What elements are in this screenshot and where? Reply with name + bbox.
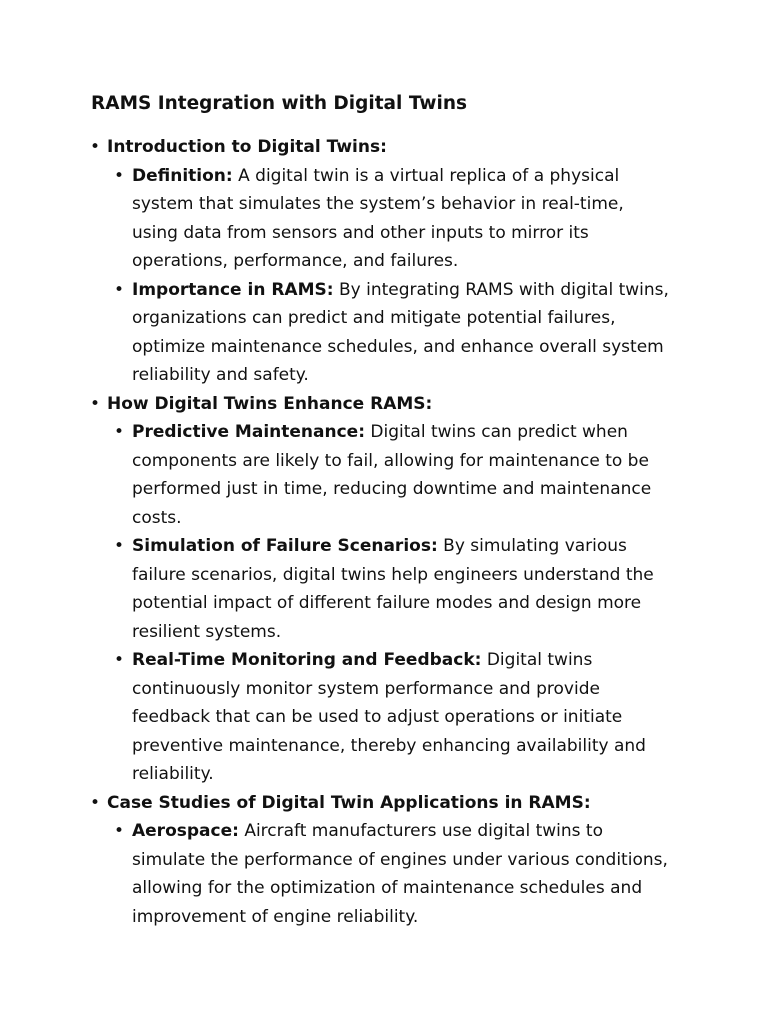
list-item (107, 532, 672, 646)
point-label: Importance in RAMS: (132, 279, 334, 300)
section-list (90, 133, 690, 931)
bullet-icon: • (114, 422, 125, 442)
bullet-icon: • (114, 165, 125, 186)
bullet-icon: • (90, 137, 101, 157)
bullet-icon: • (90, 792, 101, 813)
point-text: By simulating various failure scenarios, digital twins help engineers understand the potential impact of different failure modes and design more resilient systems. (132, 536, 654, 642)
bullet-icon: • (114, 821, 125, 841)
point-label: Predictive Maintenance: (132, 422, 365, 442)
section-item (90, 789, 690, 932)
section-item (90, 133, 690, 390)
bullet-icon: • (90, 393, 101, 414)
point-text: Digital twins continuously monitor system performance and provide feedback that can be used to adjust operations or initiate preventive maintenance, thereby enhancing availability and reliability. (132, 650, 646, 784)
point-text: Digital twins can predict when components are likely to fail, allowing for maintenance to be performed just in time, reducing downtime and maintenance costs. (132, 422, 652, 528)
list-item (107, 162, 672, 276)
section-heading: Case Studies of Digital Twin Applications in RAMS: (107, 792, 591, 813)
list-item (107, 817, 672, 931)
point-list (107, 162, 690, 390)
section-heading: How Digital Twins Enhance RAMS: (107, 393, 433, 414)
bullet-icon: • (114, 279, 125, 300)
section-heading: Introduction to Digital Twins: (107, 137, 387, 157)
point-label: Aerospace: (132, 821, 239, 841)
point-text: By integrating RAMS with digital twins, organizations can predict and mitigate potential failures, optimize maintenance schedules, and enhance overall system reliability and safety. (132, 279, 669, 385)
list-item (107, 646, 672, 789)
list-item (107, 276, 672, 390)
bullet-icon: • (114, 536, 125, 556)
point-text: A digital twin is a virtual replica of a physical system that simulates the system’s behavior in real-time, using data from sensors and other inputs to mirror its operations, performance, and failures. (132, 165, 624, 271)
point-list (107, 817, 690, 931)
point-label: Definition: (132, 165, 233, 186)
point-label: Simulation of Failure Scenarios: (132, 536, 438, 556)
point-label: Real-Time Monitoring and Feedback: (132, 650, 482, 670)
section-item (90, 390, 690, 789)
bullet-icon: • (114, 650, 125, 670)
list-item (107, 418, 672, 532)
document-title: RAMS Integration with Digital Twins (91, 93, 468, 114)
point-list (107, 418, 690, 789)
point-text: Aircraft manufacturers use digital twins to simulate the performance of engines under various conditions, allowing for the optimization of maintenance schedules and improvement of engine reliability. (132, 821, 668, 927)
